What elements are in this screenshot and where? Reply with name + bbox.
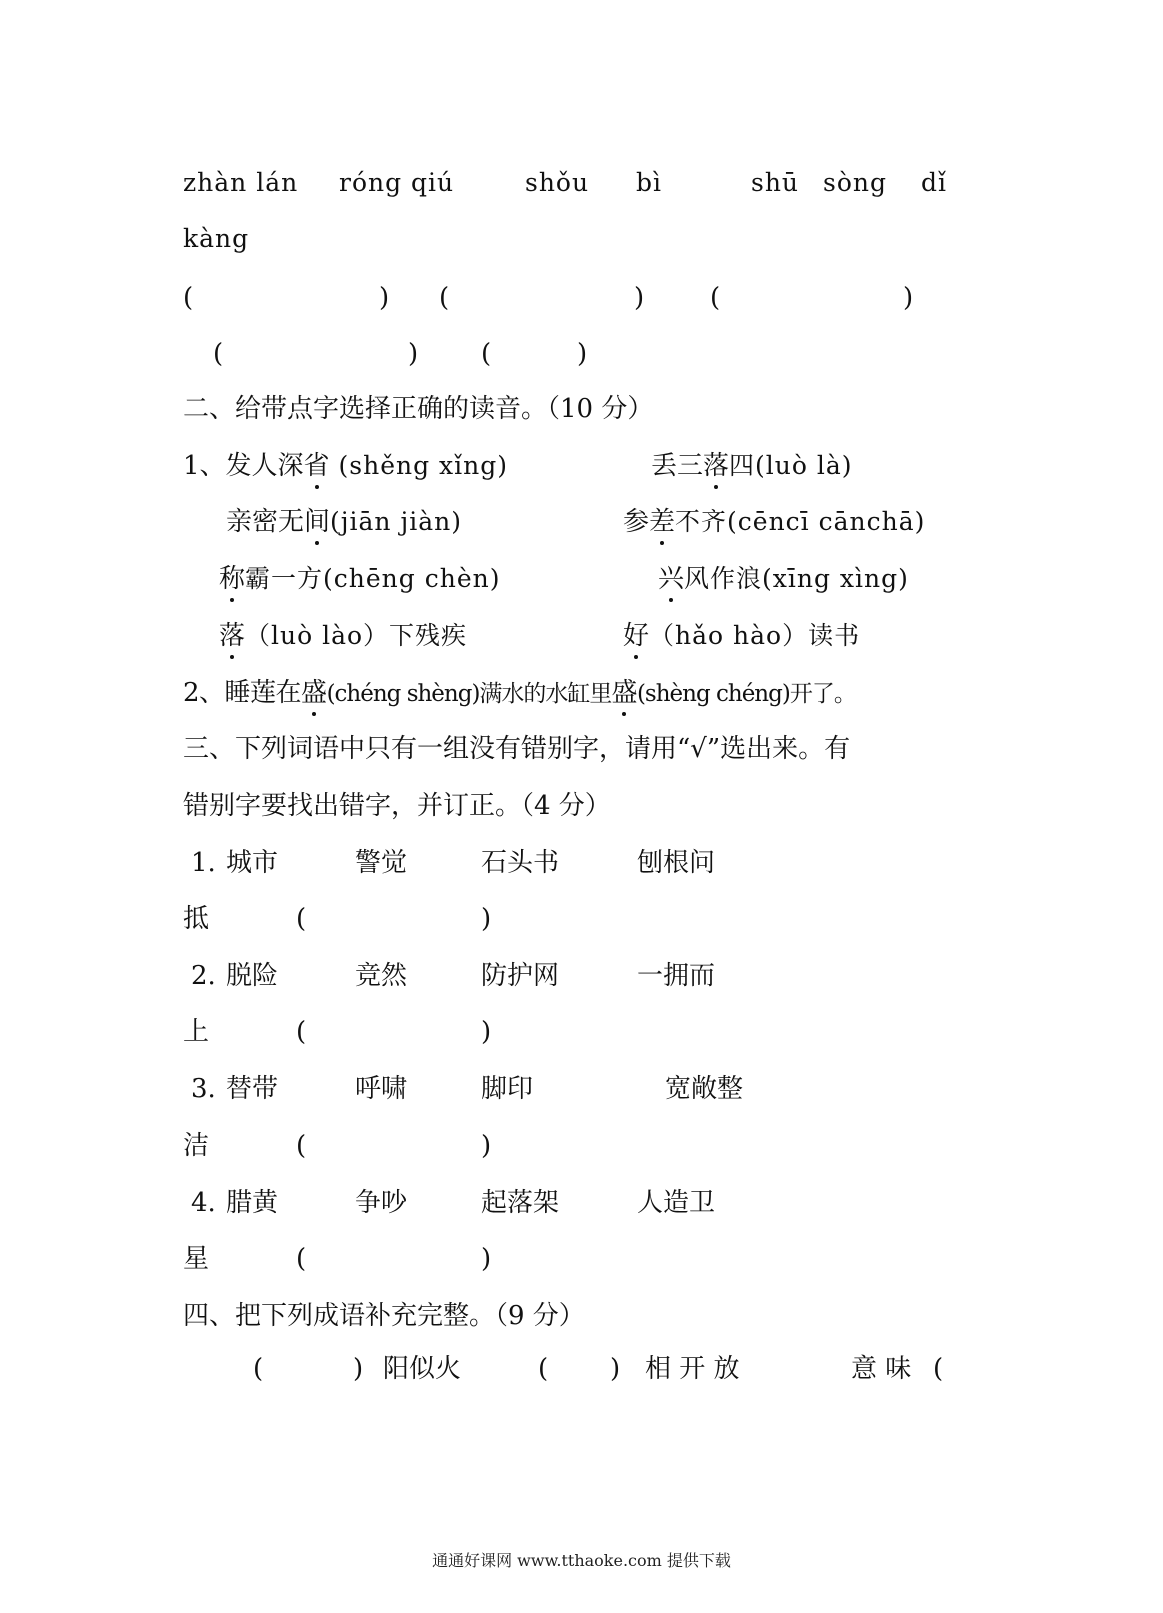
pinyin-7: dǐ [921,168,947,197]
q1-item7: 落（luò lào）下残疾 [219,621,468,651]
word-group-1-wrap: 抵 ( ) [183,904,492,934]
pinyin-wrap: kàng [183,224,250,253]
q1-item3: 亲密无间(jiān jiàn) [226,507,462,537]
section4-heading: 四、把下列成语补充完整。（9 分） [183,1301,585,1331]
q1-item5: 称霸一方(chēng chèn) [219,564,501,594]
pinyin-6: sòng [823,168,887,197]
section3-heading-line2: 错别字要找出错字，并订正。（4 分） [183,791,611,821]
word-group-3-wrap: 洁 ( ) [183,1131,492,1161]
q2-sentence: 2、睡莲在盛(chéng shèng)满水的水缸里盛(shèng chéng)开了。 [183,678,856,708]
footer-credit: 通通好课网 www.tthaoke.com 提供下载 [432,1551,731,1570]
word-group-2: 2. 脱险 竞然 防护网 一拥而 [191,961,716,991]
idiom-row: ( ) 阳似火 ( ) 相 开 放 意 味 ( [253,1354,944,1384]
word-group-3: 3. 替带 呼啸 脚印 宽敞整 [191,1074,744,1104]
word-group-4: 4. 腊黄 争吵 起落架 人造卫 [191,1188,716,1218]
word-group-4-wrap: 星 ( ) [183,1244,492,1274]
q1-item2: 丢三落四(luò là) [651,451,853,481]
word-group-2-wrap: 上 ( ) [183,1017,492,1047]
q1-item4: 参差不齐(cēncī cānchā) [623,507,926,537]
answer-row-1: ( ) ( ) ( ) [183,283,914,313]
pinyin-1: zhàn lán [183,168,299,197]
section2-heading: 二、给带点字选择正确的读音。（10 分） [183,394,654,424]
pinyin-row [183,166,963,200]
pinyin-4: bì [636,168,662,197]
q1-item1: 1、发人深省 (shěng xǐng) [183,451,508,481]
idiom-3: 意 味 [851,1354,912,1384]
word-group-1: 1. 城市 警觉 石头书 刨根问 [191,848,716,878]
idiom-2: 相 开 放 [645,1354,740,1384]
idiom-1: 阳似火 [383,1354,462,1384]
q1-item8: 好（hǎo hào）读书 [623,621,861,651]
answer-row-2: ( ) ( ) [213,339,588,369]
pinyin-5: shū [751,168,800,197]
pinyin-3: shǒu [525,168,590,197]
q1-item6: 兴风作浪(xīng xìng) [658,564,909,594]
section3-heading-line1: 三、下列词语中只有一组没有错别字，请用“√”选出来。有 [183,734,851,764]
pinyin-2: róng qiú [339,168,455,197]
